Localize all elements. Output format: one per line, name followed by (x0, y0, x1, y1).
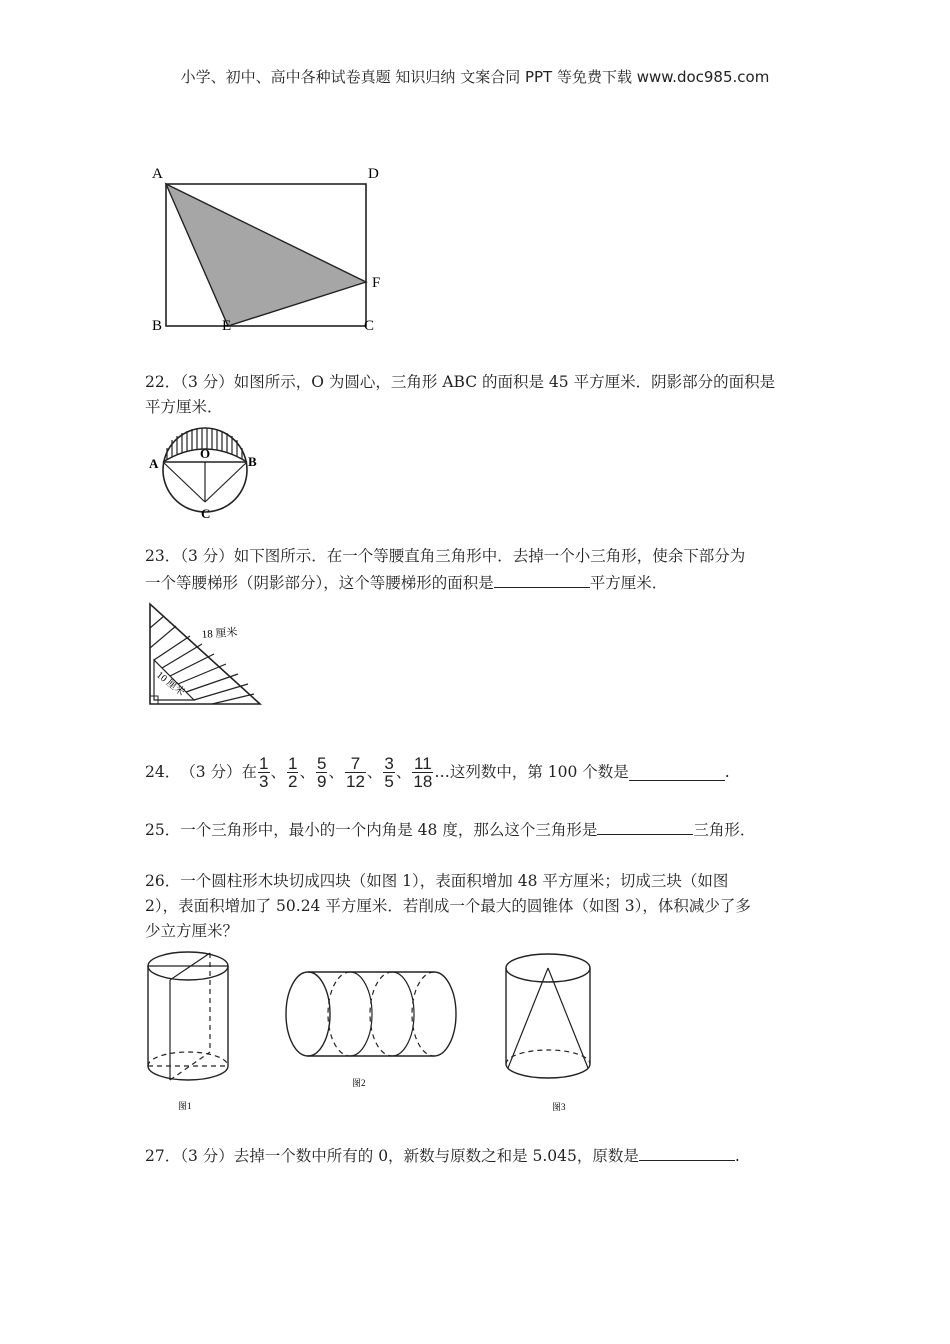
question-24: 24． （3 分）在 $\frac{1}{3}$ 、 $\frac{1}{2}$ 、 $\frac{5}{9}$ 、 $\frac{7}{12}$ 、 $\frac{3}{5}$ 、 $\frac{11}{18}$ … 这列数中，第 100 个数是 . (145, 753, 730, 791)
label-long-side: 18 厘米 (201, 626, 238, 641)
question-25: 25．一个三角形中，最小的一个内角是 48 度，那么这个三角形是 三角形． (145, 818, 755, 842)
question-22 (145, 370, 775, 394)
label-f: F (372, 275, 381, 291)
question-number: 22． (145, 373, 181, 391)
question-number: 24． (145, 763, 181, 781)
label-short-side: 10 厘米 (154, 669, 187, 699)
label-b: B (248, 454, 257, 469)
label-c: C (364, 318, 375, 334)
fraction: $\frac{7}{12}$ (345, 753, 365, 791)
caption-figure-1: 图1 (178, 1101, 192, 1111)
answer-blank[interactable] (639, 1144, 735, 1161)
question-text: （3 分）如下图所示．在一个等腰直角三角形中．去掉一个小三角形，使余下部分为 (180, 547, 746, 565)
label-a: A (149, 456, 159, 471)
figure-isosceles-trapezoid (140, 598, 270, 708)
question-26: 26．一个圆柱形木块切成四块（如图 1），表面积增加 48 平方厘米；切成三块（如图 (145, 872, 729, 890)
caption-figure-2: 图2 (352, 1078, 366, 1088)
caption-figure-3: 图3 (552, 1102, 566, 1112)
question-27: 27．（3 分）去掉一个数中所有的 0，新数与原数之和是 5.045，原数是 . (145, 1144, 740, 1168)
question-23 (145, 544, 745, 568)
question-number: 27． (145, 1147, 181, 1165)
page-header: 小学、初中、高中各种试卷真题 知识归纳 文案合同 PPT 等免费下载 www.doc985.com (180, 68, 770, 86)
shaded-triangle (166, 184, 366, 326)
question-26-line2: 2），表面积增加了 50.24 平方厘米．若削成一个最大的圆锥体（如图 3），体积减少了多 (145, 897, 751, 915)
question-26-line3: 少立方厘米？ (145, 922, 239, 940)
question-number: 25． (145, 821, 181, 839)
fraction: $\frac{3}{5}$ (384, 753, 394, 791)
question-23-line2: 一个等腰梯形（阴影部分），这个等腰梯形的面积是 平方厘米． (145, 571, 667, 595)
label-b: B (152, 318, 163, 334)
answer-blank[interactable] (629, 764, 725, 781)
fraction: $\frac{5}{9}$ (317, 753, 327, 791)
figure-cylinder-3 (498, 944, 598, 1116)
label-c: C (201, 506, 211, 521)
question-text: （3 分）如图所示，O 为圆心，三角形 ABC 的面积是 45 平方厘米．阴影部分的面积是 (180, 373, 776, 391)
question-number: 26． (145, 872, 181, 890)
figure-rectangle-triangle (140, 160, 400, 338)
fraction: $\frac{11}{18}$ (413, 753, 433, 791)
fraction: $\frac{1}{2}$ (288, 753, 298, 791)
figure-cylinder-2 (282, 962, 464, 1092)
answer-blank[interactable] (494, 571, 590, 588)
question-number: 23． (145, 547, 181, 565)
label-a: A (152, 166, 163, 182)
label-o: O (200, 446, 211, 461)
answer-blank[interactable] (597, 818, 693, 835)
figure-circle-semicircle (142, 418, 272, 522)
figure-cylinder-1 (140, 944, 240, 1114)
label-e: E (222, 318, 232, 334)
question-22-line2: 平方厘米． (145, 398, 223, 416)
label-d: D (368, 166, 379, 182)
fraction: $\frac{1}{3}$ (259, 753, 269, 791)
